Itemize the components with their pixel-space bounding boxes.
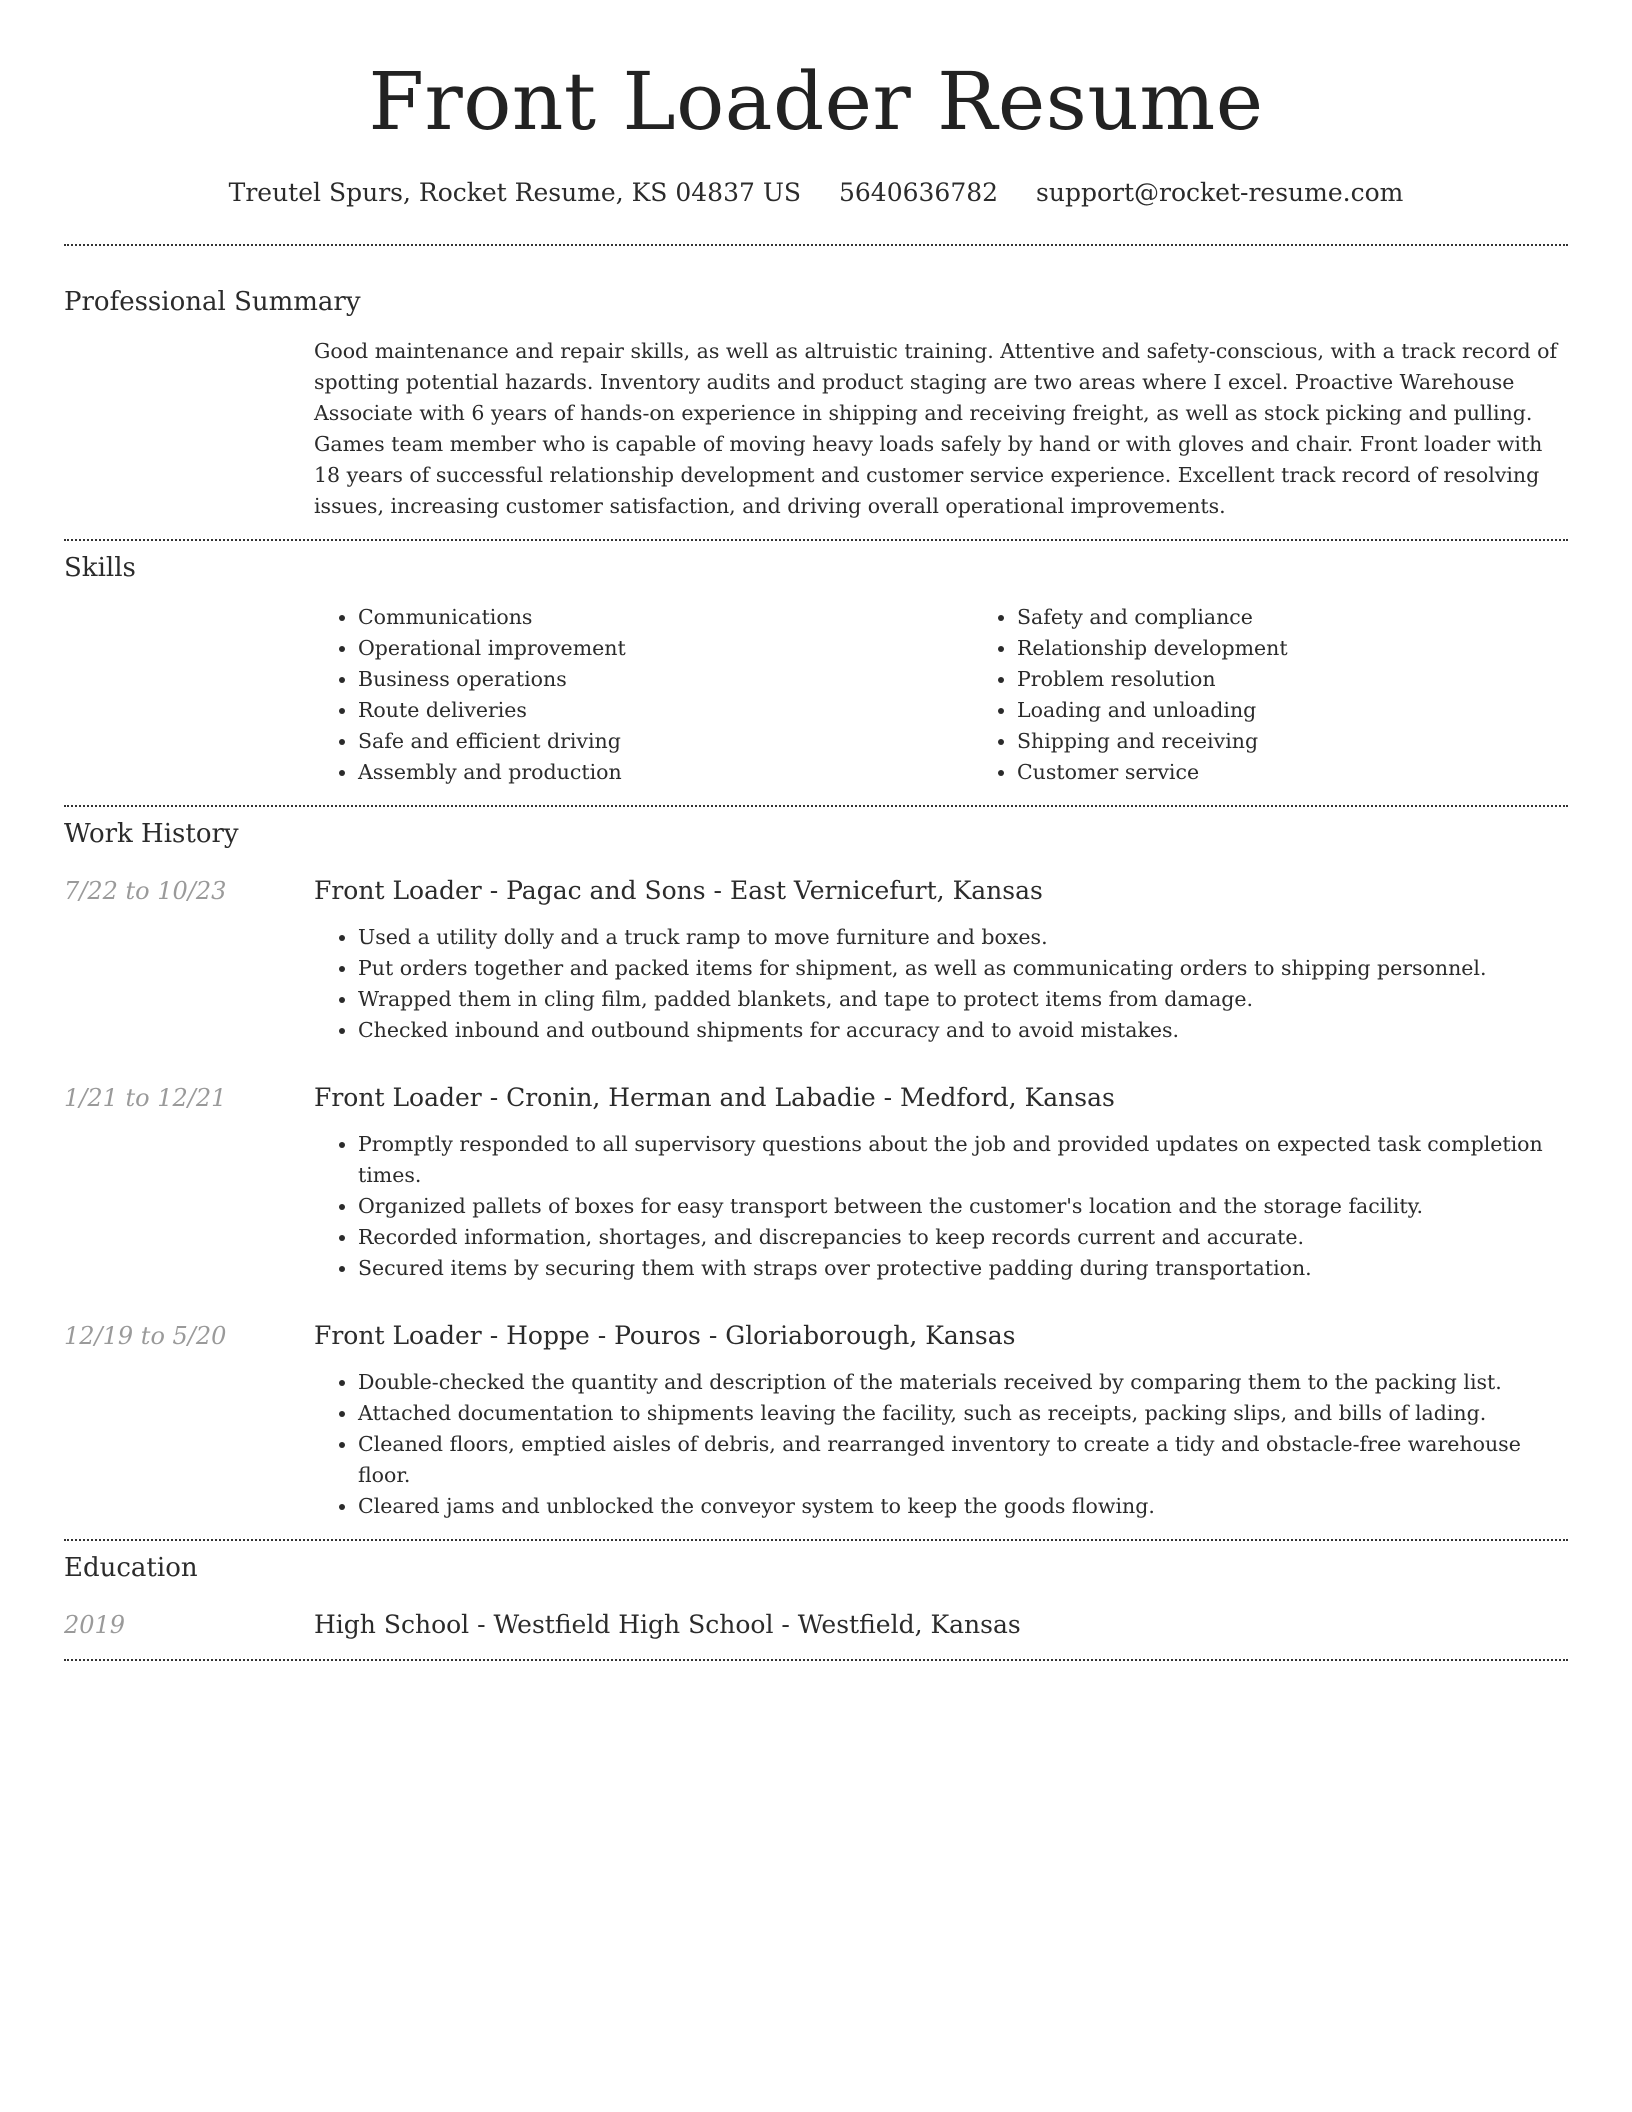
summary-heading: Professional Summary bbox=[64, 287, 361, 317]
skill-item: • Loading and unloading bbox=[1017, 695, 1632, 726]
job-entry bbox=[64, 1081, 1568, 1284]
education-heading-line: High School - Westfield High School - Westfield, Kansas bbox=[314, 1610, 1021, 1639]
skill-item: • Business operations bbox=[358, 664, 973, 695]
contact-address: Treutel Spurs, Rocket Resume, KS 04837 US bbox=[228, 178, 802, 207]
summary-text: Good maintenance and repair skills, as well as altruistic training. Attentive and safety-conscious, with a track record of spotting potential hazards. Inventory audits and product staging are two areas where I excel. Proactive Warehouse Associate with 6 years of hands-on experience in shipping and receiving freight, as well as stock picking and pulling. Games team member who is capable of moving heavy loads safely by hand or with gloves and chair. Front loader with 18 years of successful relationship development and customer service experience. Excellent track record of resolving issues, increasing customer satisfaction, and driving overall operational improvements. bbox=[314, 339, 1558, 518]
job-dates: 1/21 to 12/21 bbox=[64, 1084, 227, 1112]
divider bbox=[64, 1539, 1568, 1541]
work-history-heading: Work History bbox=[64, 819, 239, 849]
skill-item: • Relationship development bbox=[1017, 633, 1632, 664]
skills-heading: Skills bbox=[64, 553, 136, 583]
skill-item: • Safety and compliance bbox=[1017, 602, 1632, 633]
divider bbox=[64, 1659, 1568, 1661]
divider bbox=[64, 244, 1568, 246]
education-entry bbox=[64, 1608, 1568, 1642]
resume-title: Front Loader Resume bbox=[368, 55, 1264, 148]
job-bullets bbox=[314, 922, 1568, 1046]
job-dates: 7/22 to 10/23 bbox=[64, 877, 227, 905]
job-entry bbox=[64, 1319, 1568, 1522]
skill-item: • Problem resolution bbox=[1017, 664, 1632, 695]
job-bullet: • Recorded information, shortages, and discrepancies to keep records current and accurate. bbox=[358, 1222, 1568, 1253]
job-dates: 12/19 to 5/20 bbox=[64, 1322, 227, 1350]
divider bbox=[64, 539, 1568, 541]
skill-item: • Communications bbox=[358, 602, 973, 633]
job-bullet: • Attached documentation to shipments leaving the facility, such as receipts, packing slips, and bills of lading. bbox=[358, 1398, 1568, 1429]
job-bullet: • Promptly responded to all supervisory questions about the job and provided updates on expected task completion times. bbox=[358, 1129, 1568, 1191]
job-bullet: • Organized pallets of boxes for easy transport between the customer's location and the storage facility. bbox=[358, 1191, 1568, 1222]
education-heading: Education bbox=[64, 1553, 198, 1583]
education-section bbox=[64, 1551, 1568, 1642]
job-bullet: • Wrapped them in cling film, padded blankets, and tape to protect items from damage. bbox=[358, 984, 1568, 1015]
skills-list-right bbox=[973, 602, 1632, 788]
skill-item: • Customer service bbox=[1017, 757, 1632, 788]
job-entry bbox=[64, 874, 1568, 1046]
skill-item: • Shipping and receiving bbox=[1017, 726, 1632, 757]
divider bbox=[64, 805, 1568, 807]
contact-line bbox=[64, 176, 1568, 210]
skill-item: • Operational improvement bbox=[358, 633, 973, 664]
job-bullets bbox=[314, 1129, 1568, 1284]
job-heading: Front Loader - Pagac and Sons - East Vernicefurt, Kansas bbox=[314, 876, 1043, 905]
job-bullet: • Secured items by securing them with straps over protective padding during transportation. bbox=[358, 1253, 1568, 1284]
job-bullet: • Checked inbound and outbound shipments for accuracy and to avoid mistakes. bbox=[358, 1015, 1568, 1046]
summary-section bbox=[64, 285, 1568, 522]
job-bullet: • Put orders together and packed items for shipment, as well as communicating orders to shipping personnel. bbox=[358, 953, 1568, 984]
job-heading: Front Loader - Cronin, Herman and Labadie - Medford, Kansas bbox=[314, 1083, 1115, 1112]
job-bullets bbox=[314, 1367, 1568, 1522]
skills-section bbox=[64, 551, 1568, 788]
job-heading: Front Loader - Hoppe - Pouros - Gloriaborough, Kansas bbox=[314, 1321, 1016, 1350]
contact-phone: 5640636782 bbox=[839, 178, 999, 207]
job-bullet: • Cleaned floors, emptied aisles of debris, and rearranged inventory to create a tidy and obstacle-free warehouse floor. bbox=[358, 1429, 1568, 1491]
education-year: 2019 bbox=[64, 1611, 126, 1639]
work-history-section bbox=[64, 817, 1568, 1522]
job-bullet: • Double-checked the quantity and description of the materials received by comparing them to the packing list. bbox=[358, 1367, 1568, 1398]
skill-item: • Assembly and production bbox=[358, 757, 973, 788]
job-bullet: • Used a utility dolly and a truck ramp to move furniture and boxes. bbox=[358, 922, 1568, 953]
skill-item: • Safe and efficient driving bbox=[358, 726, 973, 757]
skill-item: • Route deliveries bbox=[358, 695, 973, 726]
skills-list-left bbox=[314, 602, 973, 788]
job-bullet: • Cleared jams and unblocked the conveyor system to keep the goods flowing. bbox=[358, 1491, 1568, 1522]
contact-email: support@rocket-resume.com bbox=[1036, 178, 1404, 207]
